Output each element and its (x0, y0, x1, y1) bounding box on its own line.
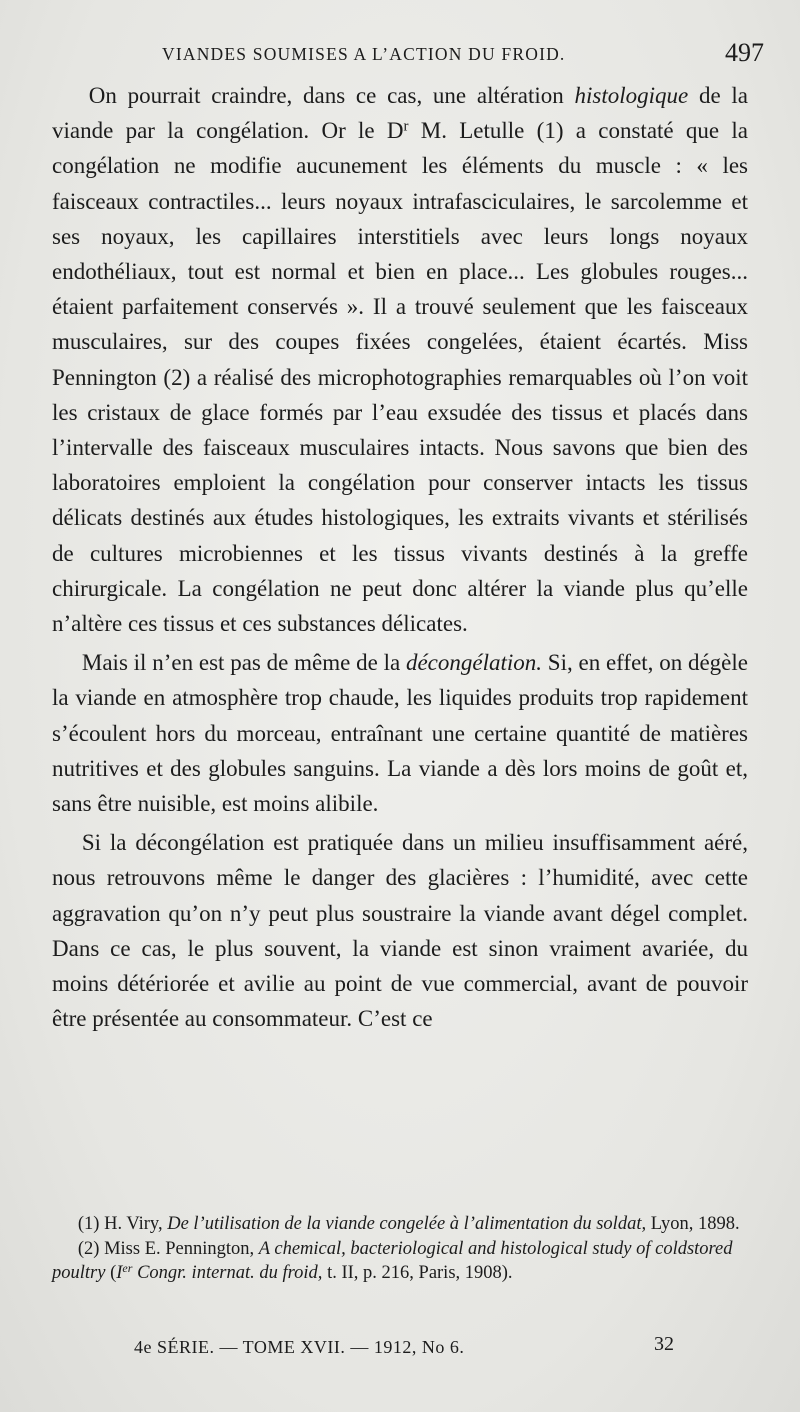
text-run: t. II, p. 216, Paris, 1908). (322, 1263, 513, 1283)
text-run: On pourrait craindre, dans ce cas, une altération (88, 83, 575, 108)
italic-text: Congr. internat. du froid, (132, 1263, 323, 1283)
text-run: de la viande par la congélation. Or le D (52, 83, 749, 144)
text-run: Mais il n’en est pas de même de la (81, 650, 406, 676)
superscript: r (403, 118, 409, 135)
italic-text: décongélation. (405, 650, 542, 676)
page-number: 497 (725, 38, 764, 67)
paragraph (52, 825, 748, 1036)
text-run: Lyon, 1898. (646, 1214, 740, 1234)
page-header (50, 38, 770, 78)
footnote (52, 1237, 748, 1286)
page-footer (134, 1333, 674, 1367)
text-run: (2) Miss E. Pennington, (77, 1238, 259, 1259)
paragraph (52, 78, 748, 641)
series-line: 4e SÉRIE. — TOME XVII. — 1912, No 6. (134, 1337, 465, 1357)
running-title: VIANDES SOUMISES A L’ACTION DU FROID. (162, 44, 566, 64)
italic-text: A chemical, bacteriological and histological study of coldstored poultry (52, 1238, 733, 1283)
italic-text: De l’utilisation de la viande congelée à l’alimentation du soldat, (167, 1214, 647, 1234)
paragraph (52, 645, 748, 821)
italic-text: histologique (574, 83, 689, 108)
text-run: (1) H. Viry, (77, 1214, 168, 1234)
text-run: Si, en effet, on dégèle la viande en atmosphère trop chaude, les liquides produits trop rapidement s’écoulent hors du morceau, entraînant une certaine quantité de matières nutritives et des globules sanguins. La viande a dès lors moins de goût et, sans être nuisible, est moins alibile. (52, 650, 748, 817)
text-run: Si la décongélation est pratiquée dans un milieu insuffisamment aéré, nous retrouvons même le danger des glacières : l’humidité, avec cette aggravation qu’on n’y peut plus soustraire la viande avant dégel complet. Dans ce cas, le plus souvent, la viande est sinon vraiment avariée, du moins détériorée et avilie au point de vue commercial, avant de pouvoir être présentée au consommateur. C’est ce (52, 830, 748, 1032)
text-run: ( (105, 1263, 117, 1283)
superscript: er (122, 1261, 133, 1275)
body-text (52, 78, 748, 1040)
footnote (52, 1212, 748, 1237)
footnotes (52, 1212, 748, 1286)
italic-text: I (116, 1263, 123, 1283)
text-run: M. Letulle (1) a constaté que la congélation ne modifie aucunement les éléments du muscle : « les faisceaux contractiles... leurs noyaux intrafasciculaires, le sarcolemme et ses noyaux, les capillaires interstitiels avec leurs longs noyaux endothéliaux, tout est normal et bien en place... Les globules rouges... étaient parfaitement conservés ». Il a trouvé seulement que les faisceaux musculaires, sur des coupes fixées congelées, étaient écartés. Miss Pennington (2) a réalisé des microphotographies remarquables où l’on voit les cristaux de glace formés par l’eau exsudée des tissus et placés dans l’intervalle des faisceaux musculaires intacts. Nous savons que bien des laboratoires emploient la congélation pour conserver intacts les tissus délicats destinés aux études histologiques, les extraits vivants et stérilisés de cultures microbiennes et les tissus vivants destinés à la greffe chirurgicale. La congélation ne peut donc altérer la viande plus qu’elle n’altère ces tissus et ces substances délicates. (52, 118, 748, 637)
signature-mark: 32 (654, 1333, 674, 1355)
